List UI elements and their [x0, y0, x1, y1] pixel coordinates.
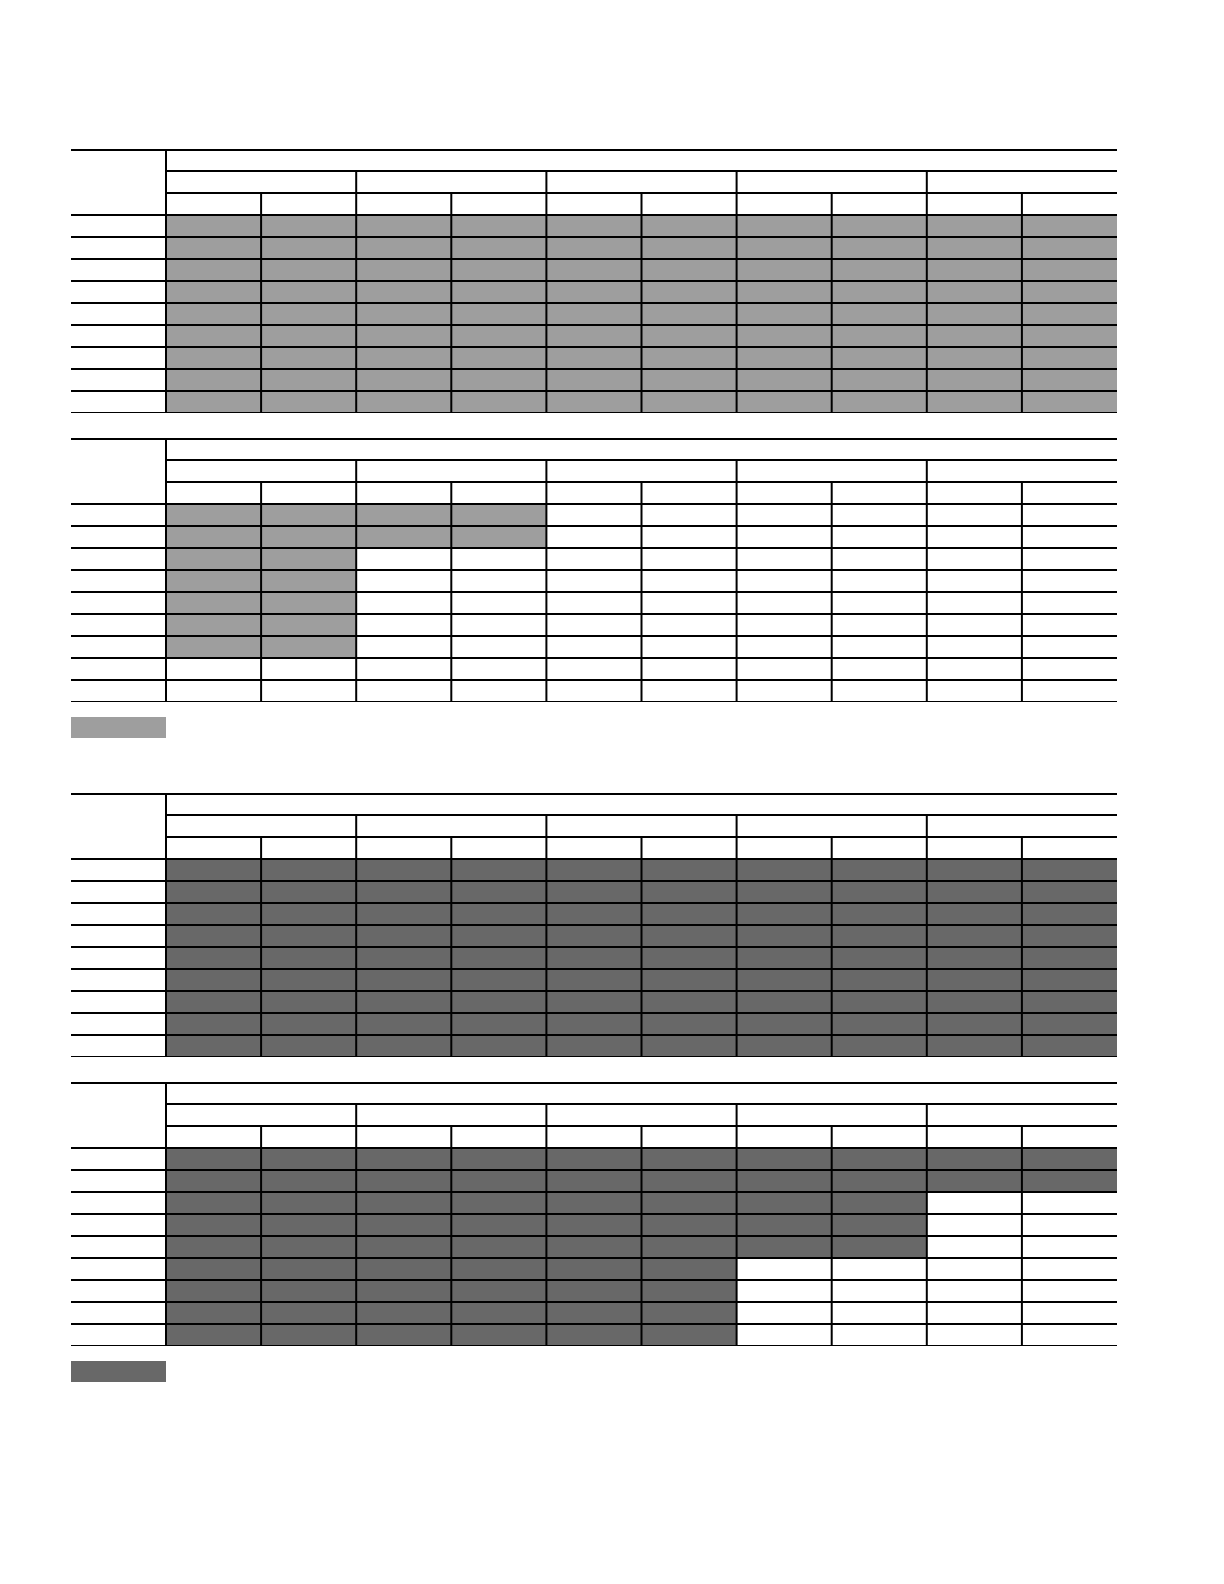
schedule-grid-1: [71, 149, 1117, 413]
t2-svg: [71, 438, 1117, 702]
legend-swatch-light: [71, 717, 166, 738]
t1-svg: [71, 149, 1117, 413]
schedule-grid-2: [71, 438, 1117, 702]
schedule-grid-3: [71, 793, 1117, 1057]
t3-svg: [71, 793, 1117, 1057]
schedule-grid-4: [71, 1082, 1117, 1346]
legend-swatch-dark: [71, 1361, 166, 1382]
t4-svg: [71, 1082, 1117, 1346]
